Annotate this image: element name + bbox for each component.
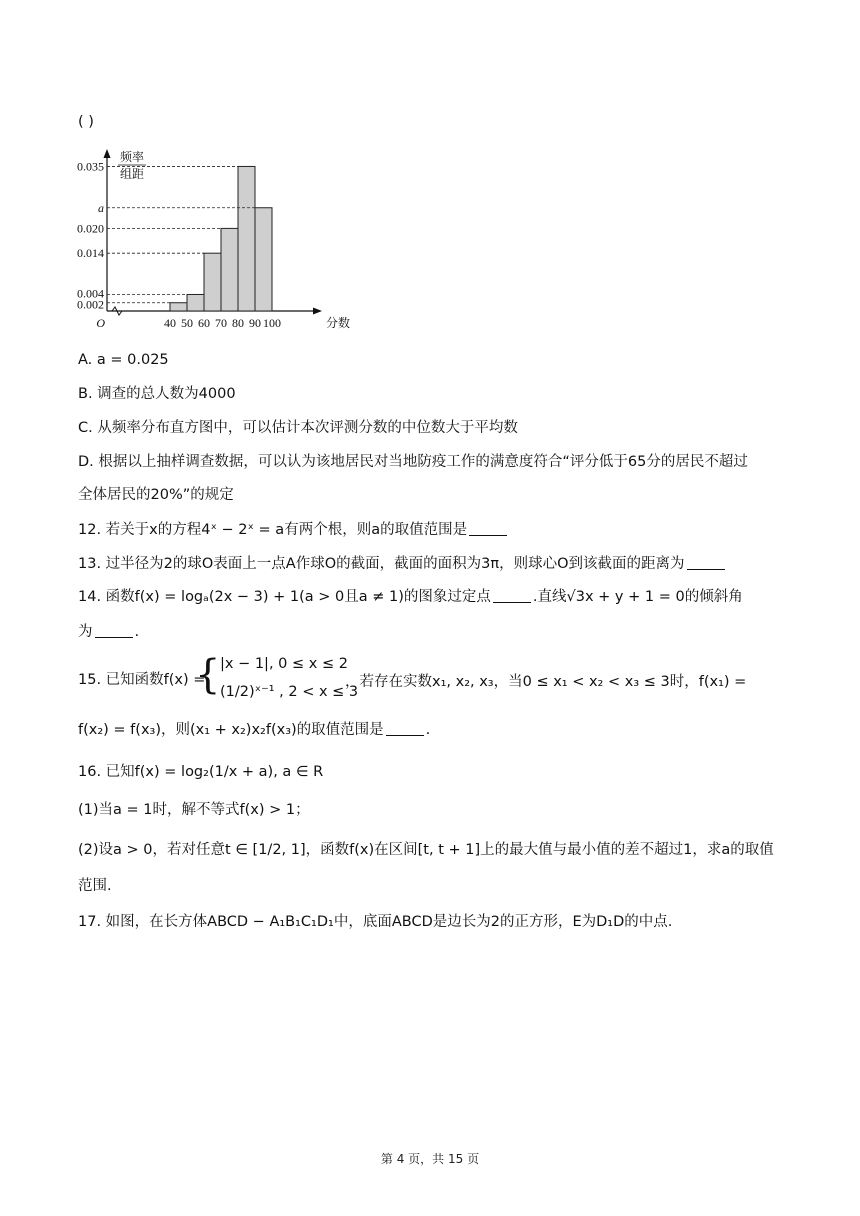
question-14-text-b: .直线√3x + y + 1 = 0的倾斜角: [532, 589, 743, 605]
answer-blank: [386, 721, 424, 736]
y-tick-label: 0.020: [77, 221, 104, 236]
y-tick-label: a: [98, 200, 104, 215]
histogram-bar: [255, 208, 272, 311]
origin-label: O: [96, 316, 105, 330]
option-d-line2: 全体居民的20%”的规定: [78, 487, 234, 503]
question-16-part2-cont: 范围.: [78, 878, 112, 894]
histogram-bar: [238, 166, 255, 311]
x-tick-label: 70: [215, 316, 227, 330]
y-axis-arrow: [104, 149, 111, 158]
question-15-end: .: [425, 722, 431, 738]
question-16-part1: (1)当a = 1时，解不等式f(x) > 1；: [78, 802, 310, 818]
x-tick-label: 50: [181, 316, 193, 330]
histogram-bar: [221, 228, 238, 311]
question-15-prefix: 15. 已知函数f(x) =: [78, 672, 206, 688]
y-tick-label: 0.035: [77, 159, 104, 174]
answer-blank: [469, 521, 507, 536]
question-14-text-c: 为: [78, 624, 93, 640]
question-15-suffix: ，若存在实数x₁, x₂, x₃，当0 ≤ x₁ < x₂ < x₃ ≤ 3时，f(x₁) =: [345, 674, 747, 690]
question-16-part2: (2)设a > 0，若对任意t ∈ [1/2, 1]，函数f(x)在区间[t, t + 1]上的最大值与最小值的差不超过1，求a的取值: [78, 842, 774, 858]
answer-blank: [687, 555, 725, 570]
option-b: B. 调查的总人数为4000: [78, 386, 236, 402]
y-tick-label: 0.014: [77, 246, 104, 261]
x-axis-arrow: [313, 308, 322, 315]
y-tick-label: 0.004: [77, 286, 104, 301]
answer-blank: [493, 588, 531, 603]
option-d-line1: D. 根据以上抽样调查数据，可以认为该地居民对当地防疫工作的满意度符合“评分低于65分的居民不超过: [78, 454, 748, 470]
option-a: A. a = 0.025: [78, 352, 169, 368]
question-14-line2: [78, 622, 139, 642]
question-14-text-a: 14. 函数f(x) = logₐ(2x − 3) + 1(a > 0且a ≠ 1)的图象过定点: [78, 589, 491, 605]
question-13: [78, 554, 727, 574]
answer-blank: [95, 623, 133, 638]
page-footer: 第 4 页，共 15 页: [380, 1152, 480, 1166]
y-axis-label-numerator: 频率: [119, 150, 145, 164]
y-tick-label: 0.002: [77, 297, 104, 312]
question-answer-paren: ( ): [78, 114, 94, 130]
histogram-chart: [70, 143, 351, 338]
question-12-text: 12. 若关于x的方程4ˣ − 2ˣ = a有两个根，则a的取值范围是: [78, 522, 468, 538]
option-c: C. 从频率分布直方图中，可以估计本次评测分数的中位数大于平均数: [78, 420, 518, 436]
x-axis-label: 分数: [326, 316, 351, 330]
x-tick-label: 90: [249, 316, 261, 330]
x-tick-label: 100: [263, 316, 281, 330]
question-16: 16. 已知f(x) = log₂(1/x + a), a ∈ R: [78, 764, 324, 780]
question-14-end: .: [134, 624, 140, 640]
piecewise-brace: {: [195, 652, 221, 698]
y-axis-label-denominator: 组距: [119, 167, 145, 181]
question-12: [78, 520, 509, 540]
histogram-svg: [70, 143, 351, 338]
question-15-line2: [78, 720, 430, 740]
piecewise-case-1: |x − 1|, 0 ≤ x ≤ 2: [220, 656, 348, 672]
histogram-bar: [204, 253, 221, 311]
question-14-line1: [78, 587, 743, 607]
question-15-text-b: f(x₂) = f(x₃)，则(x₁ + x₂)x₂f(x₃)的取值范围是: [78, 722, 384, 738]
histogram-bar: [170, 303, 187, 311]
question-17: 17. 如图，在长方体ABCD − A₁B₁C₁D₁中，底面ABCD是边长为2的正方形，E为D₁D的中点.: [78, 914, 673, 930]
histogram-bar: [187, 294, 204, 311]
x-tick-label: 80: [232, 316, 244, 330]
x-tick-label: 60: [198, 316, 210, 330]
piecewise-case-2: (1/2)ˣ⁻¹ , 2 < x ≤ 3: [220, 684, 359, 700]
x-tick-label: 40: [164, 316, 176, 330]
question-13-text: 13. 过半径为2的球O表面上一点A作球O的截面，截面的面积为3π，则球心O到该截面的距离为: [78, 556, 685, 572]
